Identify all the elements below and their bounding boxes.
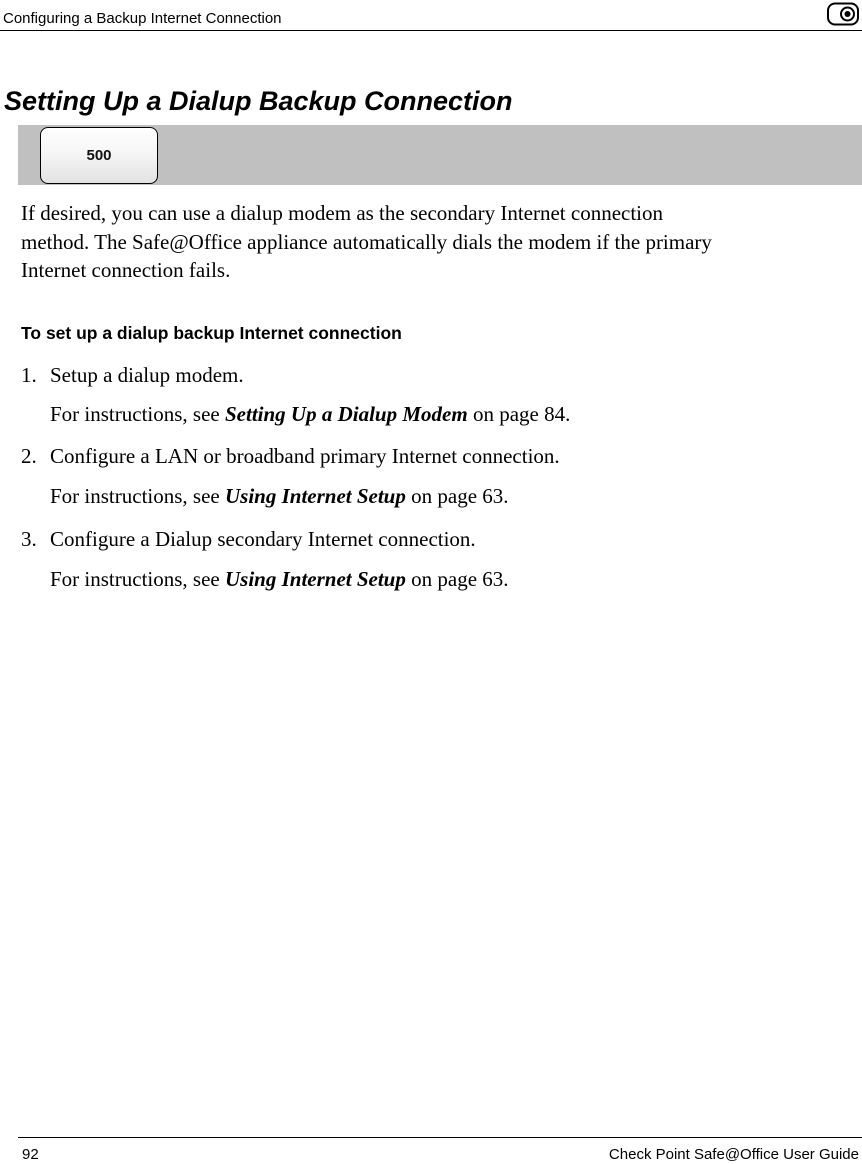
- step-text: Setup a dialup modem.: [50, 363, 244, 387]
- intro-line: If desired, you can use a dialup modem as the secondary Internet connection: [21, 201, 664, 225]
- note-prefix: For instructions, see: [50, 402, 225, 426]
- header-title: Configuring a Backup Internet Connection: [3, 10, 282, 27]
- section-title: Setting Up a Dialup Backup Connection: [4, 86, 513, 116]
- note-suffix: on page 84.: [467, 402, 571, 426]
- note-suffix: on page 63.: [405, 484, 509, 508]
- cross-reference-link[interactable]: Using Internet Setup: [224, 484, 406, 508]
- step-note: [50, 400, 570, 428]
- procedure-title: To set up a dialup backup Internet connection: [21, 323, 402, 343]
- model-applicability-bar: [18, 125, 862, 185]
- step-note: [50, 565, 509, 593]
- cross-reference-link[interactable]: Using Internet Setup: [224, 567, 406, 591]
- step-number: 1.: [21, 363, 37, 387]
- step-number: 2.: [21, 444, 37, 468]
- intro-line: method. The Safe@Office appliance automatically dials the modem if the primary: [21, 229, 712, 254]
- page-header: [0, 0, 862, 31]
- note-prefix: For instructions, see: [50, 484, 225, 508]
- step-text: Configure a Dialup secondary Internet connection.: [50, 527, 476, 551]
- cross-reference-link[interactable]: Setting Up a Dialup Modem: [224, 402, 468, 426]
- step-text: Configure a LAN or broadband primary Internet connection.: [50, 444, 560, 468]
- step-number: 3.: [21, 527, 37, 551]
- note-prefix: For instructions, see: [50, 567, 225, 591]
- footer-divider: [18, 1137, 862, 1138]
- model-badge: 500: [40, 127, 158, 184]
- intro-line: Internet connection fails.: [21, 258, 231, 282]
- intro-paragraph: [21, 199, 856, 285]
- note-suffix: on page 63.: [405, 567, 509, 591]
- page-number: 92: [22, 1146, 39, 1163]
- check-point-logo-icon: [827, 2, 859, 26]
- guide-title: Check Point Safe@Office User Guide: [608, 1146, 859, 1163]
- step-note: [50, 482, 509, 510]
